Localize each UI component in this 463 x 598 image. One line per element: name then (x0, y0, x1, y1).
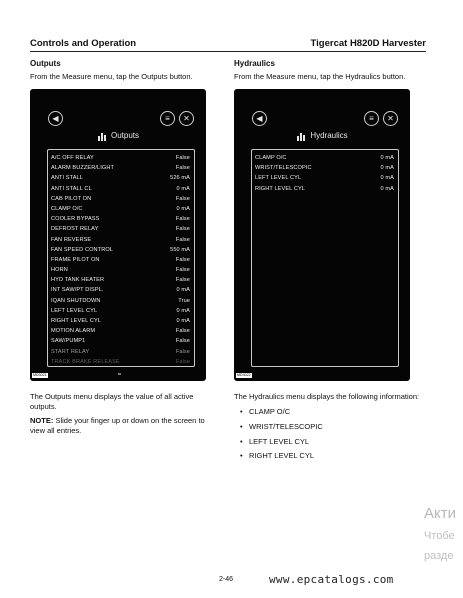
figure-tag: MD3021 (33, 373, 47, 377)
list-row[interactable] (48, 255, 194, 265)
hydraulics-title: Hydraulics (234, 59, 275, 68)
row-value: 0 mA (176, 318, 190, 324)
scroll-indicator (118, 373, 121, 375)
row-value: 0 mA (176, 185, 190, 192)
list-row[interactable] (252, 153, 398, 163)
hydraulics-bullet-list (240, 405, 323, 464)
list-row[interactable] (48, 163, 194, 173)
header-rule (30, 51, 426, 52)
list-row[interactable] (252, 173, 398, 183)
row-value: False (175, 267, 190, 274)
hydraulics-screen (234, 89, 410, 381)
watermark: www.epcatalogs.com (269, 573, 394, 586)
row-label: FAN SPEED CONTROL (51, 246, 113, 253)
row-label: FAN REVERSE (51, 236, 92, 243)
row-label: START RELAY (51, 348, 90, 355)
row-label: HYD TANK HEATER (51, 277, 105, 284)
row-value: False (175, 358, 190, 365)
row-label: HORN (51, 267, 68, 274)
list-row[interactable] (252, 163, 398, 173)
manual-title: Tigercat H820D Harvester (310, 38, 426, 49)
row-value: 0 mA (380, 175, 394, 182)
hydraulics-heading-block (234, 58, 430, 82)
list-row[interactable] (48, 347, 194, 357)
outputs-caption: The Outputs menu displays the value of all active outputs. (30, 392, 194, 411)
outputs-note: NOTE: Slide your finger up or down on the screen to view all entries. (30, 416, 205, 435)
list-item: • CLAMP O/C (240, 405, 323, 420)
row-label: ANTI STALL (51, 175, 83, 182)
list-row[interactable] (252, 184, 398, 194)
row-label: ALARM BUZZER/LIGHT (51, 165, 115, 172)
row-value: False (175, 226, 190, 233)
row-label: TRACK BRAKE RELEASE (51, 358, 120, 365)
outputs-intro: From the Measure menu, tap the Outputs button. (30, 72, 193, 81)
list-row[interactable] (48, 194, 194, 204)
row-label: WRIST/TELESCOPIC (255, 165, 312, 172)
row-label: CAB PILOT ON (51, 195, 92, 202)
list-item: • RIGHT LEVEL CYL (240, 449, 323, 464)
list-row[interactable] (48, 245, 194, 255)
back-arrow-icon[interactable]: ◀ (48, 111, 63, 126)
row-value: 0 mA (176, 307, 190, 314)
list-row[interactable] (48, 173, 194, 183)
row-label: MOTION ALARM (51, 328, 96, 335)
row-label: A/C OFF RELAY (51, 155, 94, 161)
activation-notice-title: Акти (424, 505, 456, 522)
row-value: False (175, 155, 190, 161)
row-value: False (175, 216, 190, 223)
row-value: True (178, 297, 190, 304)
list-row[interactable] (48, 296, 194, 306)
list-row[interactable] (48, 265, 194, 275)
hydraulics-caption: The Hydraulics menu displays the following information: (234, 392, 420, 401)
row-label: RIGHT LEVEL CYL (255, 185, 305, 192)
row-label: IQAN SHUTDOWN (51, 297, 101, 304)
row-value: 0 mA (380, 155, 394, 161)
row-value: False (175, 328, 190, 335)
bar-chart-icon (296, 132, 307, 140)
list-item: • WRIST/TELESCOPIC (240, 420, 323, 435)
list-row[interactable] (48, 357, 194, 367)
bar-chart-icon (97, 132, 108, 140)
list-row[interactable] (48, 326, 194, 336)
row-label: RIGHT LEVEL CYL (51, 318, 101, 324)
row-label: COOLER BYPASS (51, 216, 100, 223)
menu-icon[interactable]: ≡ (160, 111, 175, 126)
row-label: LEFT LEVEL CYL (255, 175, 302, 182)
hydraulics-screen-toolbar (244, 105, 400, 143)
row-value: False (175, 236, 190, 243)
hydraulics-intro: From the Measure menu, tap the Hydraulics button. (234, 72, 406, 81)
outputs-screen-title: Outputs (40, 131, 196, 140)
activation-notice-line: Чтобе (424, 530, 455, 542)
row-label: SAW/PUMP1 (51, 338, 86, 345)
row-value: 0 mA (380, 185, 394, 192)
row-label: CLAMP O/C (51, 205, 83, 212)
back-arrow-icon[interactable]: ◀ (252, 111, 267, 126)
hydraulics-screen-title: Hydraulics (244, 131, 400, 140)
list-row[interactable] (48, 184, 194, 194)
row-value: False (175, 256, 190, 263)
close-icon[interactable]: ✕ (179, 111, 194, 126)
hydraulics-list[interactable] (251, 149, 399, 367)
outputs-heading-block (30, 58, 226, 82)
outputs-screen-toolbar (40, 105, 196, 143)
list-row[interactable] (48, 285, 194, 295)
list-row[interactable] (48, 153, 194, 163)
row-value: False (175, 338, 190, 345)
outputs-list[interactable] (47, 149, 195, 367)
outputs-title: Outputs (30, 59, 61, 68)
row-value: 0 mA (176, 205, 190, 212)
list-item: • LEFT LEVEL CYL (240, 435, 323, 450)
page-number: 2-46 (219, 576, 234, 583)
row-value: 550 mA (170, 246, 190, 253)
outputs-screen (30, 89, 206, 381)
list-row[interactable] (48, 336, 194, 346)
list-row[interactable] (48, 316, 194, 326)
list-row[interactable] (48, 214, 194, 224)
list-row[interactable] (48, 306, 194, 316)
row-label: FRAME PILOT ON (51, 256, 100, 263)
row-value: False (175, 165, 190, 172)
row-label: INT SAW/PT DISPL. (51, 287, 104, 294)
row-value: False (175, 348, 190, 355)
row-value: False (175, 195, 190, 202)
row-value: 0 mA (176, 287, 190, 294)
list-row[interactable] (48, 235, 194, 245)
menu-icon[interactable]: ≡ (364, 111, 379, 126)
figure-tag: MD3022 (237, 373, 251, 377)
row-value: 526 mA (170, 175, 190, 182)
row-value: 0 mA (380, 165, 394, 172)
section-header: Controls and Operation (30, 38, 137, 49)
row-label: LEFT LEVEL CYL (51, 307, 98, 314)
list-row[interactable] (48, 224, 194, 234)
row-label: CLAMP O/C (255, 155, 287, 161)
row-label: ANTI STALL CL (51, 185, 92, 192)
list-row[interactable] (48, 204, 194, 214)
list-row[interactable] (48, 275, 194, 285)
row-value: False (175, 277, 190, 284)
activation-notice-line: разде (424, 550, 454, 562)
row-label: DEFROST RELAY (51, 226, 99, 233)
close-icon[interactable]: ✕ (383, 111, 398, 126)
